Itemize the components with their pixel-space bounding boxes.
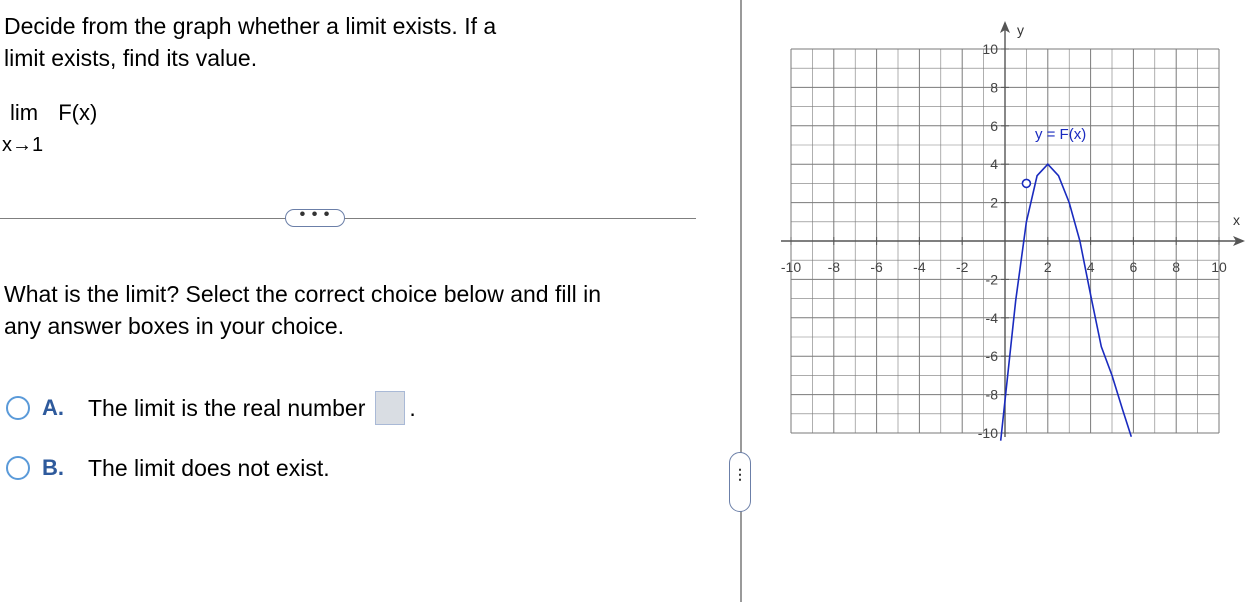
y-tick-label: 10 [982,41,998,57]
x-axis-label: x [1233,212,1240,228]
y-tick-label: 8 [990,79,998,96]
prompt-line-1: What is the limit? Select the correct choice below and fill in [4,281,601,307]
splitter-handle[interactable]: ⋮ [729,452,751,512]
lim-word: lim [10,100,39,125]
y-tick-label: -4 [985,309,998,326]
x-tick-label: 6 [1129,259,1138,275]
choice-b-letter: B. [42,455,64,480]
y-axis-label: y [1017,22,1024,38]
x-tick-label: -10 [780,259,802,275]
curve-label: y = F(x) [1034,126,1087,144]
answer-input-box[interactable] [375,391,405,425]
y-tick-label: 4 [990,156,998,173]
limit-expression [10,100,97,126]
section-divider [0,218,696,219]
choice-a-radio[interactable] [6,396,30,420]
open-point-hole [1022,179,1030,187]
y-tick-label: 2 [990,194,998,211]
x-tick-label: -2 [955,259,969,275]
y-tick-label: -2 [985,271,998,288]
question-line-1: Decide from the graph whether a limit exists. If a [4,13,497,39]
limit-function: F(x) [58,100,98,125]
choice-a-letter: A. [42,395,64,420]
y-tick-label: -10 [977,425,998,441]
x-tick-label: 8 [1172,259,1181,275]
choice-b[interactable] [6,453,330,483]
question-line-2: limit exists, find its value. [4,45,258,71]
x-tick-label: -6 [870,259,883,275]
y-tick-label: -6 [985,348,998,365]
y-tick-label: 6 [990,117,998,134]
choice-a-text: The limit is the real number [88,394,366,421]
y-tick-label: -8 [985,386,998,403]
choice-a-period: . [409,394,416,421]
limit-approach: x→1 [2,134,44,156]
choice-a[interactable] [6,393,416,423]
choice-b-radio[interactable] [6,456,30,480]
x-tick-label: -8 [827,259,841,275]
x-tick-label: 10 [1211,259,1227,275]
prompt-text [4,278,694,342]
x-tick-label: 4 [1086,259,1095,275]
x-tick-label: 2 [1043,259,1052,275]
prompt-line-2: any answer boxes in your choice. [4,313,345,339]
question-text [4,10,604,74]
x-tick-label: -4 [913,259,926,275]
function-graph [780,0,1256,460]
more-button[interactable]: • • • [285,209,345,227]
choice-b-text: The limit does not exist. [88,454,330,481]
